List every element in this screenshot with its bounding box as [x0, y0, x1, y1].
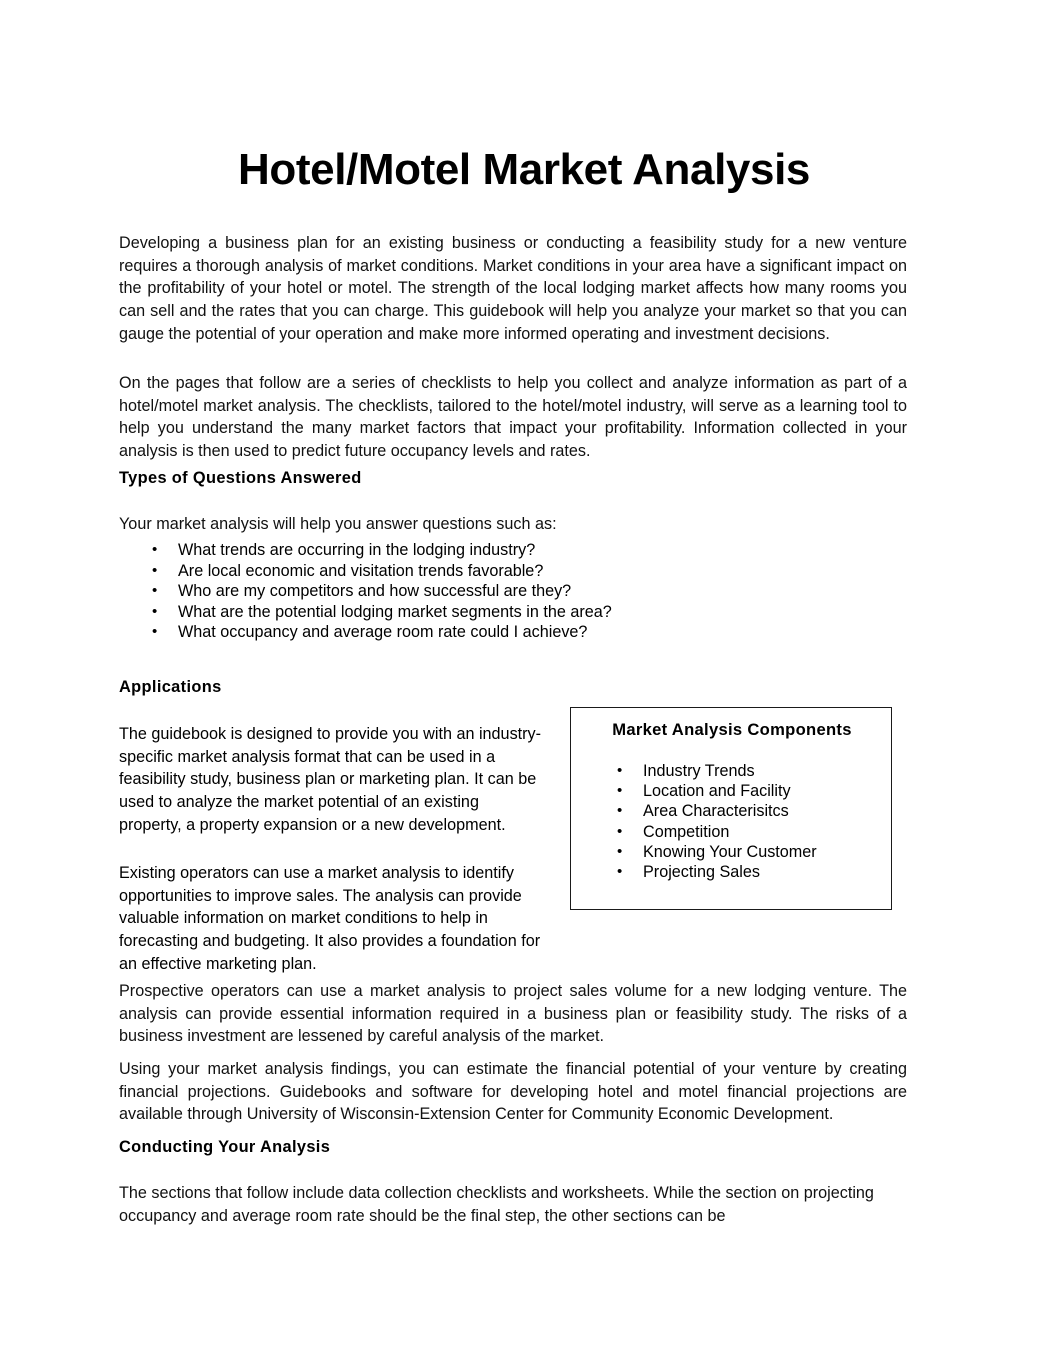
- bullet-icon: •: [617, 782, 623, 800]
- heading-types-of-questions-answered: Types of Questions Answered: [119, 468, 362, 487]
- applications-paragraph-1: The guidebook is designed to provide you with an industry-specific market analysis format that can be used in a feasibility study, business plan or marketing plan. It can be used to analyze the market potential of an existing property, a property expansion or a new development.: [119, 725, 542, 834]
- bullet-icon: •: [152, 561, 158, 579]
- bullet-icon: •: [617, 802, 623, 820]
- heading-conducting-your-analysis: Conducting Your Analysis: [119, 1137, 331, 1156]
- list-item: [615, 822, 817, 842]
- list-item: [150, 540, 612, 561]
- list-item: [150, 602, 612, 623]
- components-box-title: Market Analysis Components: [612, 720, 852, 739]
- bullet-icon: •: [152, 541, 158, 558]
- list-item: [615, 842, 817, 862]
- list-item: [615, 862, 817, 882]
- list-item-label: Industry Trends: [643, 762, 755, 780]
- list-item-label: What occupancy and average room rate could I achieve?: [178, 623, 588, 642]
- intro-paragraph-1: Developing a business plan for an existing business or conducting a feasibility study for a new venture requires a thorough analysis of market conditions. Market conditions in your area have a significant impact on the profitability of your hotel or motel. The strength of the local lodging market affects how many rooms you can sell and the rates that you can charge. This guidebook will help you analyze your market so that you can gauge the potential of your operation and make more informed operating and investment decisions.: [119, 234, 907, 343]
- applications-paragraph-3: Prospective operators can use a market analysis to project sales volume for a new lodging venture. The analysis can provide essential information required in a business plan or feasibility study. The risks of a business investment are lessened by careful analysis of the market.: [119, 982, 907, 1046]
- list-item-label: Location and Facility: [643, 782, 791, 801]
- applications-paragraph-4: Using your market analysis findings, you can estimate the financial potential of your venture by creating financial projections. Guidebooks and software for developing hotel and motel financial projections are available through University of Wisconsin-Extension Center for Community Economic Development.: [119, 1060, 907, 1124]
- bullet-icon: •: [152, 582, 158, 600]
- list-item-label: Knowing Your Customer: [643, 842, 817, 861]
- bullet-icon: •: [152, 602, 158, 620]
- list-item-label: What are the potential lodging market segments in the area?: [178, 602, 612, 621]
- questions-list: [150, 540, 612, 643]
- list-item: [150, 561, 612, 582]
- list-item: [615, 781, 817, 801]
- intro-paragraph-2: On the pages that follow are a series of checklists to help you collect and analyze information as part of a hotel/motel market analysis. The checklists, tailored to the hotel/motel industry, will serve as a learning tool to help you understand the many market factors that impact your profitability. Information collected in your analysis is then used to predict future occupancy levels and rates.: [119, 374, 907, 460]
- list-item-label: Who are my competitors and how successful are they?: [178, 582, 572, 601]
- applications-paragraph-2: Existing operators can use a market analysis to identify opportunities to improve sales. The analysis can provide valuable information on market conditions to help in forecasting and budgeting. It also provides a foundation for an effective marketing plan.: [119, 864, 541, 973]
- list-item-label: Are local economic and visitation trends favorable?: [178, 561, 544, 580]
- bullet-icon: •: [617, 842, 623, 860]
- list-item-label: What trends are occurring in the lodging industry?: [178, 541, 536, 559]
- bullet-icon: •: [617, 762, 623, 779]
- conducting-your-analysis-paragraph: The sections that follow include data collection checklists and worksheets. While the section on projecting occupancy and average room rate should be the final step, the other sections can be: [119, 1184, 874, 1225]
- heading-applications: Applications: [119, 677, 222, 696]
- list-item: [150, 581, 612, 602]
- list-item: [615, 801, 817, 821]
- list-item-label: Competition: [643, 822, 730, 841]
- market-analysis-components-box: [570, 707, 892, 910]
- list-item: [150, 622, 612, 643]
- bullet-icon: •: [152, 623, 158, 641]
- bullet-icon: •: [617, 822, 623, 840]
- list-item-label: Projecting Sales: [643, 863, 760, 882]
- page-title: Hotel/Motel Market Analysis: [238, 145, 810, 195]
- questions-lead-in: Your market analysis will help you answer questions such as:: [119, 515, 557, 534]
- components-list: [615, 761, 817, 882]
- list-item: [615, 761, 817, 781]
- bullet-icon: •: [617, 863, 623, 881]
- list-item-label: Area Characterisitcs: [643, 802, 789, 821]
